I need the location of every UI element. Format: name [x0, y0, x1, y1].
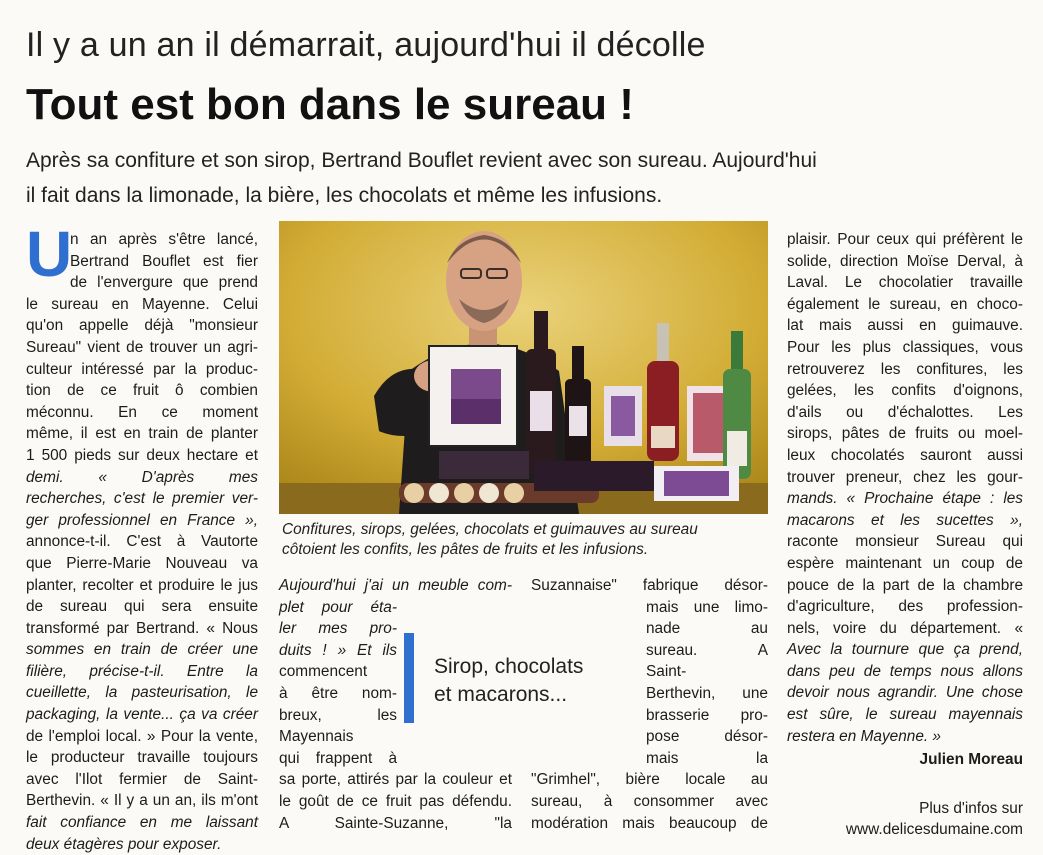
- text-line: trouver preneur, chez les gour-: [787, 468, 1023, 486]
- text-line: A Sainte-Suzanne, "la: [279, 814, 512, 832]
- text-line: sa porte, attirés par la couleur et: [279, 771, 512, 789]
- text-line: pouce de la part de la chambre: [787, 576, 1023, 594]
- text-line: "Grimhel", bière locale au: [531, 771, 768, 789]
- standfirst-line: il fait dans la limonade, la bière, les chocolats et même les infusions.: [26, 184, 663, 207]
- text-line: est sûre, le sureau mayennais: [787, 706, 1023, 724]
- photo-caption: [282, 520, 768, 560]
- article-standfirst: [26, 143, 986, 213]
- text-line: dans peu de temps nous allons: [787, 662, 1023, 680]
- text-line: plet pour éta-: [279, 598, 397, 616]
- text-line: raconte monsieur Sureau qui: [787, 533, 1023, 551]
- text-line: retrouverez les confitures, les: [787, 360, 1023, 378]
- more-info-label: Plus d'infos sur: [919, 799, 1023, 817]
- text-line: avec l'Ilot fermier de Saint-: [26, 770, 258, 788]
- column-4: [787, 229, 1023, 841]
- text-line: Laval. Le chocolatier travaille: [787, 274, 1023, 292]
- text-line: Mayennais: [279, 728, 354, 746]
- text-line: mands. « Prochaine étape : les: [787, 490, 1023, 508]
- text-line: modération mais beaucoup de: [531, 814, 768, 832]
- column-1: [26, 218, 258, 855]
- text-line: duits ! » Et ils: [279, 641, 397, 659]
- producer-with-products-illustration: [279, 221, 768, 514]
- article-photo: [279, 221, 768, 514]
- text-line: devoir nous agrandir. Une chose: [787, 684, 1023, 702]
- text-line: Aujourd'hui j'ai un meuble com-: [279, 577, 512, 594]
- text-line: sirops, pâtes de fruits ou moel-: [787, 425, 1023, 443]
- text-line: tion de ce fruit ô combien: [26, 382, 258, 400]
- text-line: de l'envergure que prend: [70, 274, 258, 292]
- text-line: de l'emploi local. » Pour la vente,: [26, 727, 258, 745]
- text-line: sommes en train de créer une: [26, 641, 258, 659]
- text-line: Bertrand Bouflet est fier: [70, 252, 258, 270]
- text-line: 1 500 pieds sur deux hectare et: [26, 446, 258, 464]
- pull-quote-line: Sirop, chocolats: [434, 655, 584, 678]
- pull-quote-line: et macarons...: [434, 683, 568, 706]
- standfirst-line: Après sa confiture et son sirop, Bertrand Bouflet revient avec son sureau. Aujourd'hui: [26, 149, 817, 172]
- column-4-text: [787, 229, 1023, 747]
- text-line: espère maintenant un coup de: [787, 554, 1023, 572]
- text-line: Pour les plus classiques, vous: [787, 338, 1023, 356]
- pull-quote: [404, 633, 624, 723]
- drop-cap: U: [26, 218, 73, 290]
- more-info-link[interactable]: www.delicesdumaine.com: [845, 821, 1023, 839]
- text-line: packaging, la vente... ça va créer: [26, 706, 258, 724]
- column-1-text: [26, 218, 258, 855]
- text-line: ger professionnel en France »,: [26, 511, 258, 529]
- text-line: pose désor-: [646, 728, 768, 746]
- text-line: cueillette, la pasteurisation, le: [26, 684, 258, 702]
- text-line: méconnu. En ce moment: [26, 403, 258, 421]
- text-line: d'agriculture, des profession-: [787, 598, 1023, 616]
- text-line: mais une limo-: [646, 598, 768, 616]
- text-line: de sureau qui sera ensuite: [26, 598, 258, 616]
- text-line: deux étagères pour exposer.: [26, 835, 222, 853]
- text-line: également le sureau, en choco-: [787, 295, 1023, 313]
- text-line: d'ails ou d'échalottes. Les: [787, 403, 1023, 421]
- text-line: macarons et les sucettes »,: [787, 511, 1023, 529]
- text-line: leux chocolatés sauront aussi: [787, 446, 1023, 464]
- text-line: planter, recolter et produire le jus: [26, 576, 258, 594]
- text-line: à être nom-: [279, 684, 397, 702]
- text-line: même, il est en train de planter: [26, 425, 258, 443]
- text-line: mais la: [646, 749, 768, 767]
- text-line: Saint-: [646, 663, 687, 681]
- text-line: recherches, c'est le premier ver-: [26, 490, 258, 508]
- text-line: filière, précise-t-il. Entre la: [26, 662, 258, 680]
- author-signature: Julien Moreau: [919, 751, 1023, 769]
- text-line: le goût de ce fruit pas défendu.: [279, 792, 512, 810]
- text-line: Sureau" vient de trouver un agri-: [26, 338, 258, 356]
- text-line: que Pierre-Marie Nouveau va: [26, 554, 258, 572]
- text-line: sureau, à consommer avec: [531, 792, 768, 810]
- pull-quote-text: [434, 653, 583, 709]
- text-line: ler mes pro-: [279, 620, 397, 638]
- text-line: culteur intéressé par la produc-: [26, 360, 258, 378]
- text-line: Suzannaise" fabrique désor-: [531, 577, 768, 594]
- text-line: Avec la tournure que ça prend,: [787, 641, 1023, 659]
- article-kicker: Il y a un an il démarrait, aujourd'hui il décolle: [26, 26, 706, 64]
- text-line: qu'on appelle déjà "monsieur: [26, 317, 258, 335]
- text-line: plaisir. Pour ceux qui préfèrent le: [787, 231, 1023, 248]
- text-line: gelées, les confits d'oignons,: [787, 382, 1023, 400]
- text-line: qui frappent à: [279, 749, 397, 767]
- text-line: fait confiance en me laissant: [26, 814, 258, 832]
- text-line: Berthevin, une: [646, 684, 768, 702]
- text-line: transformé par Bertrand. « Nous: [26, 619, 258, 637]
- text-line: le sureau en Mayenne. Celui: [26, 295, 258, 313]
- text-line: breux, les: [279, 706, 397, 724]
- text-line: nels, voire du département. «: [787, 619, 1023, 637]
- text-line: sureau. A: [646, 641, 768, 659]
- caption-line: Confitures, sirops, gelées, chocolats et guimauves au sureau: [282, 521, 698, 538]
- text-line: lat mais aussi en guimauve.: [787, 317, 1023, 335]
- text-line: annonce-t-il. C'est à Vautorte: [26, 533, 258, 551]
- text-line: le producteur travaille toujours: [26, 749, 258, 767]
- text-line: restera en Mayenne. »: [787, 727, 941, 745]
- text-line: brasserie pro-: [646, 706, 768, 724]
- text-line: Berthevin. « Il y a un an, ils m'ont: [26, 792, 258, 810]
- article-headline: Tout est bon dans le sureau !: [26, 80, 634, 129]
- text-line: nade au: [646, 620, 768, 638]
- text-line: n an après s'être lancé,: [70, 231, 258, 248]
- pull-quote-bar: [404, 633, 414, 723]
- text-line: commencent: [279, 663, 368, 681]
- text-line: demi. « D'après mes: [26, 468, 258, 486]
- text-line: solide, direction Moïse Derval, à: [787, 252, 1023, 270]
- caption-line: côtoient les confits, les pâtes de fruits et les infusions.: [282, 541, 649, 558]
